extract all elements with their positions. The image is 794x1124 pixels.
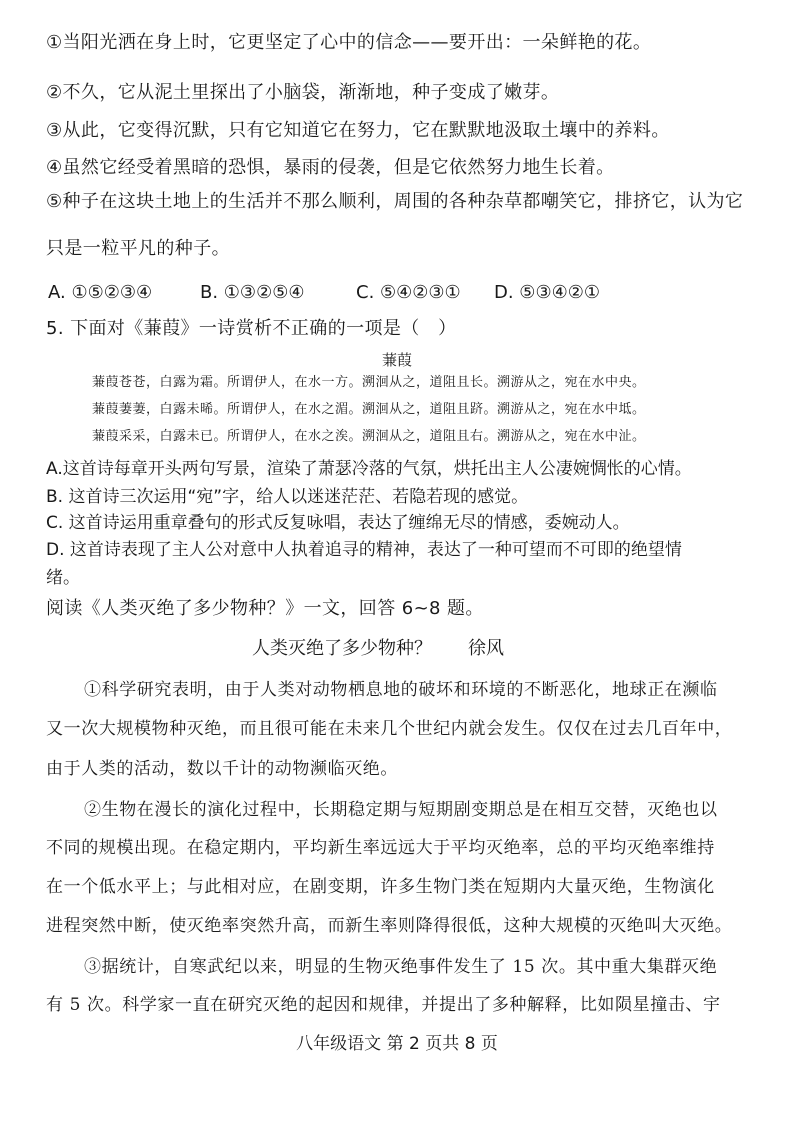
poem-line-3: 蒹葭采采，白露未已。所谓伊人，在水之涘。溯洄从之，道阻且右。溯游从之，宛在水中沚。 xyxy=(92,429,646,444)
article-line-1: ①科学研究表明，由于人类对动物栖息地的破坏和环境的不断恶化，地球正在濒临 xyxy=(84,680,718,700)
article-title: 人类灭绝了多少物种？ xyxy=(252,638,432,659)
sentence-2: ②不久，它从泥土里探出了小脑袋，渐渐地，种子变成了嫩芽。 xyxy=(46,82,560,103)
sentence-1: ①当阳光洒在身上时，它更坚定了心中的信念——要开出：一朵鲜艳的花。 xyxy=(46,32,652,53)
article-line-7: 进程突然中断，使灭绝率突然升高，而新生率则降得很低，这种大规模的灭绝叫大灭绝。 xyxy=(46,916,733,936)
q4-option-a: A. ①⑤②③④ xyxy=(48,282,153,303)
q4-option-b: B. ①③②⑤④ xyxy=(200,282,305,303)
poem-line-1: 蒹葭苍苍，白露为霜。所谓伊人，在水一方。溯洄从之，道阻且长。溯游从之，宛在水中央。 xyxy=(92,375,646,390)
sentence-5: ⑤种子在这块土地上的生活并不那么顺利，周围的各种杂草都嘲笑它，排挤它，认为它 xyxy=(46,191,744,212)
q4-option-d: D. ⑤③④②① xyxy=(494,282,600,303)
poem-title: 蒹葭 xyxy=(381,351,412,369)
q5-choice-d: D. 这首诗表现了主人公对意中人执着追寻的精神，表达了一种可望而不可即的绝望情 xyxy=(46,540,682,560)
sentence-3: ③从此，它变得沉默，只有它知道它在努力，它在默默地汲取土壤中的养料。 xyxy=(46,120,670,141)
article-heading xyxy=(252,636,504,662)
q5-choice-d-continued: 绪。 xyxy=(46,568,80,588)
page-footer: 八年级语文 第 2 页共 8 页 xyxy=(296,1034,498,1054)
q5-choice-a: A.这首诗每章开头两句写景，渲染了萧瑟冷落的气氛，烘托出主人公凄婉惆怅的心情。 xyxy=(46,459,692,479)
article-line-5: 不同的规模出现。在稳定期内，平均新生率远远大于平均灭绝率，总的平均灭绝率维持 xyxy=(46,838,715,858)
article-line-9: 有 5 次。科学家一直在研究灭绝的起因和规律，并提出了多种解释，比如陨星撞击、宇 xyxy=(46,995,721,1015)
q5-stem: 5. 下面对《蒹葭》一诗赏析不正确的一项是（ ） xyxy=(46,318,457,339)
sentence-4: ④虽然它经受着黑暗的恐惧，暴雨的侵袭，但是它依然努力地生长着。 xyxy=(46,157,615,178)
article-line-6: 在一个低水平上；与此相对应，在剧变期，许多生物门类在短期内大量灭绝，生物演化 xyxy=(46,877,715,897)
reading-intro: 阅读《人类灭绝了多少物种？》一文，回答 6~8 题。 xyxy=(46,598,484,619)
article-line-4: ②生物在漫长的演化过程中，长期稳定期与短期剧变期总是在相互交替，灭绝也以 xyxy=(84,800,718,820)
article-line-3: 由于人类的活动，数以千计的动物濒临灭绝。 xyxy=(46,759,398,779)
sentence-5-continued: 只是一粒平凡的种子。 xyxy=(46,238,230,259)
q5-choice-b: B. 这首诗三次运用“宛”字，给人以迷迷茫茫、若隐若现的感觉。 xyxy=(46,487,529,507)
article-line-2: 又一次大规模物种灭绝，而且很可能在未来几个世纪内就会发生。仅仅在过去几百年中， xyxy=(46,719,733,739)
poem-line-2: 蒹葭萋萋，白露未晞。所谓伊人，在水之湄。溯洄从之，道阻且跻。溯游从之，宛在水中坻。 xyxy=(92,402,646,417)
article-author: 徐风 xyxy=(468,638,504,659)
q5-choice-c: C. 这首诗运用重章叠句的形式反复咏唱，表达了缠绵无尽的情感，委婉动人。 xyxy=(46,513,630,533)
article-line-8: ③据统计，自寒武纪以来，明显的生物灭绝事件发生了 15 次。其中重大集群灭绝 xyxy=(84,957,718,977)
q4-option-c: C. ⑤④②③① xyxy=(356,282,461,303)
